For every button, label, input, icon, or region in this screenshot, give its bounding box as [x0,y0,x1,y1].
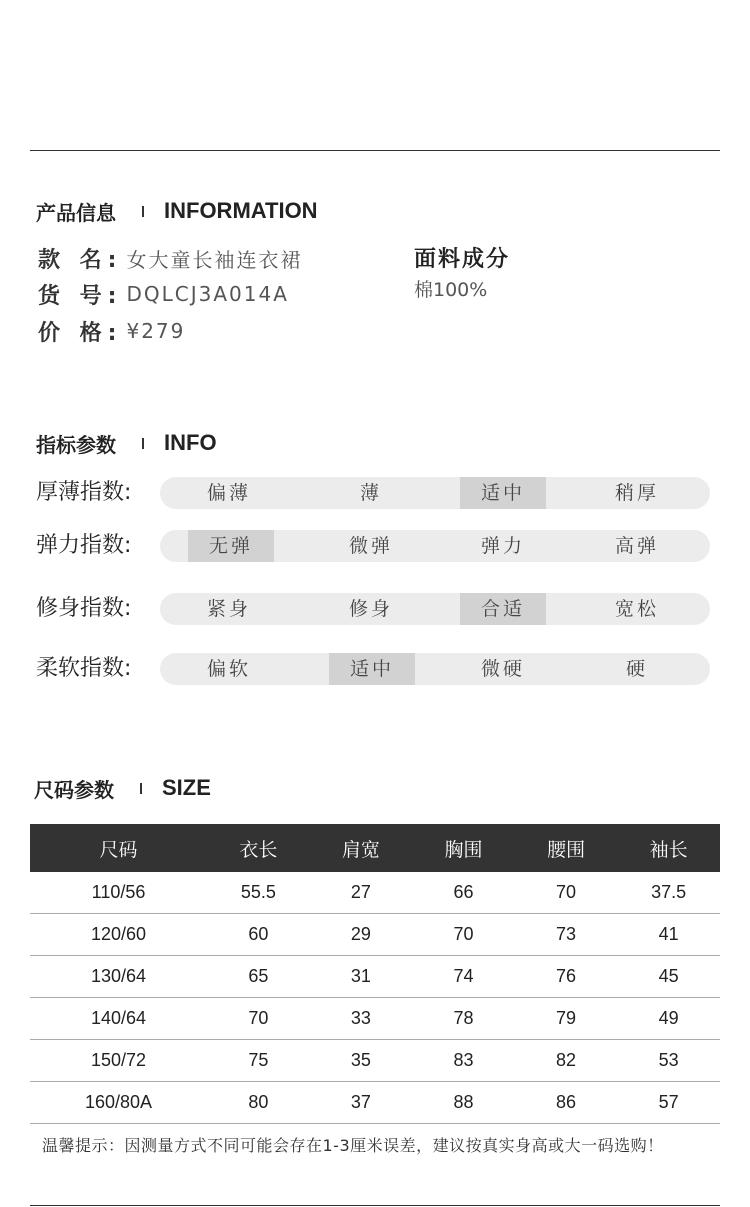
measurement-note: 温馨提示：因测量方式不同可能会存在1-3厘米误差，建议按真实身高或大一码选购！ [42,1136,664,1155]
indices-heading-cn: 指标参数 [36,432,116,457]
information-heading-cn: 产品信息 [36,200,116,225]
fabric-value: 棉100% [414,279,488,301]
table-cell: 70 [515,872,618,914]
table-row [30,914,720,956]
information-heading-en: INFORMATION [164,198,318,223]
info-row-price [38,316,185,346]
table-cell: 37 [310,1082,413,1124]
index-option: 微弹 [348,535,393,557]
table-cell: 110/56 [30,872,207,914]
table-cell: 79 [515,998,618,1040]
information-heading [36,196,318,226]
product-price: ¥279 [126,319,186,343]
table-cell: 130/64 [30,956,207,998]
table-cell: 160/80A [30,1082,207,1124]
info-row-sku [38,279,289,309]
fabric-title: 面料成分 [414,247,511,272]
table-cell: 140/64 [30,998,207,1040]
info-label: 货 号: [38,283,123,309]
table-cell: 120/60 [30,914,207,956]
table-row [30,1082,720,1124]
table-cell: 70 [412,914,515,956]
product-name: 女大童长袖连衣裙 [126,247,303,272]
table-cell: 70 [207,998,310,1040]
table-cell: 57 [617,1082,720,1124]
table-cell: 82 [515,1040,618,1082]
index-option: 弹力 [480,535,525,557]
index-option: 稍厚 [614,482,659,504]
info-label: 价 格: [38,320,123,346]
indices-heading-en: INFO [164,430,217,455]
index-option: 高弹 [614,535,659,557]
table-cell: 41 [617,914,720,956]
index-option: 宽松 [614,598,659,620]
table-cell: 78 [412,998,515,1040]
column-header: 袖长 [617,824,720,872]
heading-separator [140,783,142,794]
table-cell: 73 [515,914,618,956]
index-option-selected: 合适 [460,593,546,625]
table-cell: 75 [207,1040,310,1082]
table-cell: 88 [412,1082,515,1124]
column-header: 衣长 [207,824,310,872]
column-header: 腰围 [515,824,618,872]
index-option: 微硬 [480,658,525,680]
table-cell: 80 [207,1082,310,1124]
info-label: 款 名: [38,247,123,273]
size-heading [34,773,211,803]
index-option-selected: 无弹 [188,530,274,562]
index-row-fit [36,592,710,626]
index-label: 厚薄指数: [36,480,132,505]
index-option: 硬 [625,658,648,680]
column-header: 胸围 [412,824,515,872]
index-option: 偏软 [206,658,251,680]
product-sku: DQLCJ3A014A [126,282,289,306]
index-row-thickness [36,476,710,510]
column-header: 肩宽 [310,824,413,872]
index-option: 修身 [348,598,393,620]
table-row [30,1040,720,1082]
size-table-header [30,824,720,872]
index-option: 薄 [359,482,382,504]
table-cell: 45 [617,956,720,998]
index-scale [160,477,710,509]
heading-separator [142,438,144,449]
indices-heading [36,428,217,458]
index-row-elasticity [36,529,710,563]
info-row-name [38,243,302,273]
table-cell: 35 [310,1040,413,1082]
index-scale [160,593,710,625]
table-cell: 27 [310,872,413,914]
index-label: 弹力指数: [36,533,132,558]
table-cell: 49 [617,998,720,1040]
top-divider [30,150,720,151]
index-scale [160,653,710,685]
table-cell: 55.5 [207,872,310,914]
table-cell: 65 [207,956,310,998]
index-option: 紧身 [206,598,251,620]
table-row [30,956,720,998]
table-cell: 74 [412,956,515,998]
table-cell: 60 [207,914,310,956]
table-cell: 86 [515,1082,618,1124]
table-cell: 31 [310,956,413,998]
bottom-divider [30,1205,720,1206]
table-cell: 53 [617,1040,720,1082]
table-cell: 37.5 [617,872,720,914]
table-cell: 76 [515,956,618,998]
size-heading-cn: 尺码参数 [34,777,114,802]
size-table [30,824,720,1124]
table-cell: 33 [310,998,413,1040]
index-scale [160,530,710,562]
table-cell: 66 [412,872,515,914]
column-header: 尺码 [30,824,207,872]
table-row [30,872,720,914]
table-cell: 150/72 [30,1040,207,1082]
index-label: 柔软指数: [36,656,132,681]
table-row [30,998,720,1040]
index-option-selected: 适中 [329,653,415,685]
heading-separator [142,206,144,217]
size-heading-en: SIZE [162,775,211,800]
index-row-softness [36,652,710,686]
index-option-selected: 适中 [460,477,546,509]
table-cell: 83 [412,1040,515,1082]
index-label: 修身指数: [36,596,132,621]
table-cell: 29 [310,914,413,956]
index-option: 偏薄 [206,482,251,504]
